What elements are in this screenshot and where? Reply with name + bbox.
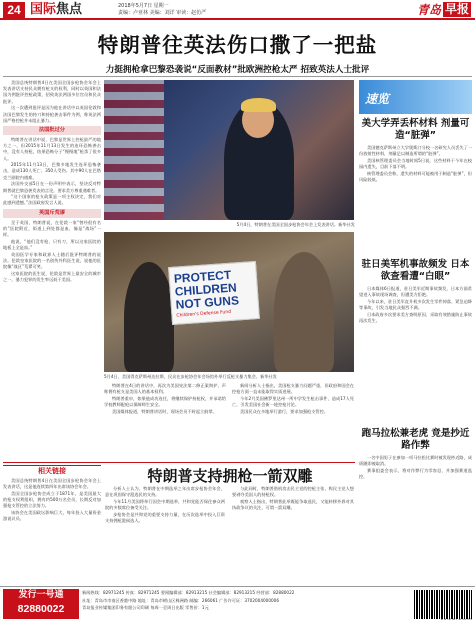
protester-figure <box>274 252 334 372</box>
section-title <box>30 2 82 18</box>
photo2-caption: 5月4日，美国得克萨斯州达拉斯，民众在步枪协会年会场馆外举行反枪支暴力集会。新华社发 <box>104 374 277 379</box>
sidebar-item-title: 跑马拉松兼老虎 竞是抄近路作弊 <box>361 428 470 451</box>
footer-info <box>82 589 382 612</box>
protest-sign <box>168 261 260 325</box>
secondary-column-a <box>105 486 225 584</box>
body-paragraph: 美国民众在多地举行游行，要求加强枪支管控。 <box>240 408 328 414</box>
photo-protest <box>104 232 354 372</box>
sidebar-item-body <box>359 145 472 255</box>
middle-column-b <box>232 383 354 461</box>
footer-info-line: 社址：青岛市市南区香港中路 地址：青岛市崂山区株洲路 邮编：266061 广告许可证：3702004000006 <box>82 597 279 603</box>
body-paragraph: 分析人士认为，特朗普在中期选举之年出席步枪协会年会，意在巩固保守派选民的支持。 <box>105 486 225 498</box>
headline-divider <box>3 76 472 77</box>
banner-text: 速览 <box>365 92 390 106</box>
body-paragraph: 美国全国步枪协会成立于1871年，是美国最大的枪支权利组织，拥有约500万名会员，长期反对加强枪支管控的立法努力。 <box>3 490 101 509</box>
section-name: 国际 <box>30 2 57 17</box>
sidebar-banner <box>359 80 472 114</box>
lead-paragraph: 美国总统特朗普4日在美国全国步枪协会年会上发表讲话支持民众拥有枪支的权利，同时以英国和法国为例批评控枪政策，招致英法两国多位官员和民众批评。 <box>3 80 101 104</box>
sidebar-item-title: 驻日美军机事故频发 日本欲查看遭“白眼” <box>361 259 470 282</box>
distribution-hotline <box>3 589 79 619</box>
body-paragraph: 与此同时，特朗普借机攻击民主党的控枪主张，称民主党人想要剥夺美国人的持枪权。 <box>232 486 354 498</box>
page-header <box>0 0 475 20</box>
body-paragraph: 该协会在美国政坛影响巨大，每年投入大量资金游说议员。 <box>3 510 101 522</box>
sidebar-item-body <box>359 455 472 525</box>
flag-stripes <box>104 80 164 220</box>
section1-title: 法国批过分 <box>3 126 101 135</box>
page-footer <box>0 586 475 620</box>
hotline-number: 82880022 <box>17 603 65 615</box>
photo1-caption: 5月4日，特朗普在美国全国步枪协会年会上发表讲话。新华社发 <box>236 222 355 227</box>
editors-line: 责编：卢亚林 美编：刘洋 审读：赵仿严 <box>118 10 207 16</box>
sidebar <box>359 80 472 525</box>
sign-org: Children's Defense Fund <box>176 309 232 319</box>
body-paragraph: 英国医学专家和政界人士随后批评特朗普的说法。伦敦皇家医院的一名创伤外科医生说，说他的医院像“战区”荒谬可笑。 <box>3 251 101 270</box>
body-paragraph: 新闻分析人士指出，美国枪支暴力问题严重，但政府和国会在控枪方面一直未能取得实质进展。 <box>232 383 354 395</box>
body-paragraph: 美国媒体报道，特朗普讲话时，现场会员不时起立鼓掌。 <box>112 408 217 414</box>
body-paragraph: 今年以来，驻日美军直升机多次发生零件掉落、紧急迫降等事故，引发当地民众强烈不满。 <box>359 298 472 311</box>
related-body <box>3 478 101 584</box>
secondary-headline: 特朗普支持拥枪一箭双雕 <box>147 467 313 485</box>
body-paragraph: 观察人士指出，特朗普此举既能争取选民，又能转移外界对其执政争议的关注，可谓一箭双雕。 <box>232 498 354 511</box>
related-header: 相关链接 <box>3 465 101 476</box>
footer-info-line: 新闻热线：82971245 传真：82971245 要闻编辑部：82913215 社会编辑部：82913215 经营部：82880022 <box>82 590 295 595</box>
body-paragraph: 日本媒体6日报道，驻日美军近期事故频发，日本方面希望进入事故现场调查，但遭美方拒绝。 <box>359 286 472 298</box>
body-paragraph: 步枪协会是共和党的重要支持力量，在历次选举中投入巨资支持拥枪派候选人。 <box>105 511 225 524</box>
body-paragraph: 这家医院的医生说，伦敦是世界上最安全的城市之一，暴力犯罪的发生率远低于美国。 <box>3 270 101 282</box>
body-paragraph: 赛事组委会表示，将对作弊行为零容忍，并加强赛道监控。 <box>359 467 472 480</box>
issue-date: 2018年5月7日 星期一 <box>118 3 169 9</box>
speaker-hair <box>241 98 276 112</box>
barcode-number: 6 928782 610033 <box>440 618 472 620</box>
sidebar-item-body <box>359 286 472 424</box>
main-subheadline: 力挺拥枪拿巴黎恐袭说“反面教材”批欧洲控枪太严 招致英法人士批评 <box>105 65 370 75</box>
logo-text-b: 早报 <box>444 2 469 16</box>
middle-column-a <box>104 383 226 461</box>
section-sub: 焦点 <box>56 2 83 17</box>
body-paragraph: 特朗普在讲话中说，巴黎是世界上控枪最严的地方之一，但2015年11月13日发生的连环恐怖袭击中，没有人持枪，结果恐怖分子“慢慢地”枪杀了很多人。 <box>3 136 101 161</box>
main-headline: 特朗普往英法伤口撒了一把盐 <box>97 33 378 57</box>
section2-title: 英国斥荒谬 <box>3 209 101 218</box>
logo-text-a: 青岛 <box>416 3 441 17</box>
body-paragraph: 核管理委员会称，遗失的材料可能被用于制造“脏弹”，但风险较低。 <box>359 170 472 183</box>
photo-trump-speech <box>104 80 354 220</box>
hotline-label: 发行一号通 <box>18 590 64 600</box>
body-paragraph: 今年2月美国佛罗里达州一所中学发生枪击事件，造成17人死亡，引发美国社会新一轮控枪讨论。 <box>232 395 354 408</box>
body-paragraph: 特朗普在4日的讲话中，再次为美国宪法第二修正案辩护，声称拥有枪支是美国人的基本权利。 <box>104 383 226 395</box>
body-paragraph: 美国总统特朗普4日在美国全国步枪协会年会上发表讲话，这是他连续第四年出席该协会年会。 <box>3 478 101 490</box>
page-number: 24 <box>3 2 25 18</box>
body-paragraph: 一名中国男子在参加一项马拉松比赛时被发现抄近路，成绩随即被取消。 <box>359 455 472 467</box>
sign-text: PROTECT CHILDREN NOT GUNS <box>173 267 240 312</box>
body-paragraph: 美国核管理委员会当地时间5日说，这些材料于今年在校园内遗失，目前下落不明。 <box>359 157 472 170</box>
barcode-icon <box>414 590 472 619</box>
body-paragraph: 法国外交部5日在一份声明中表示，坚决反对特朗普就巴黎恐袭发表的言论，要求美方尊重遇难者。 <box>3 181 101 193</box>
body-paragraph: 美国德克萨斯州立大学奥斯汀分校一名研究人员丢失了一份放射性材料，剂量足以制造所谓的“脏弹”。 <box>359 145 472 157</box>
lead-paragraph: 这一次遭到批评是因为他在讲话中以英国伦敦和法国巴黎发生的持刀和持枪袭击事件为例，称英法两国严格控枪并未阻止暴力。 <box>3 105 101 123</box>
body-paragraph: 他说，“他们没有枪，只有刀，所以这家医院的地板上全是血。” <box>3 238 101 250</box>
body-paragraph: 特朗普重申，如果他成功连任，将继续保护持枪权，并承诺给学校教师配枪以保障师生安全。 <box>104 395 226 408</box>
left-column <box>3 80 101 460</box>
newspaper-logo <box>417 1 471 18</box>
protester-figure <box>124 262 174 372</box>
body-paragraph: 至于英国，特朗普说，在伦敦一家“曾经很有名的”医院附近，街道上到处都是血，像是“战场”一样。 <box>3 219 101 238</box>
body-paragraph: 2015年11月13日，巴黎多地发生连环恐怖袭击，造成130人死亡、350人受伤。其中90人在巴塔克兰剧院内遇难。 <box>3 162 101 180</box>
footer-info-line: 青岛报业传媒集团印务有限公司印刷 每周一至周日出版 零售价：1元 <box>82 605 209 610</box>
body-paragraph: 日本政府多次要求美方查明原因、采取有效措施防止事故再次发生。 <box>359 311 472 324</box>
header-meta <box>118 3 206 17</box>
secondary-column-b <box>232 486 354 584</box>
body-paragraph: “这个国家的枪支政策是一项主权决定，我们对此感到遗憾。”法国政府发言人说。 <box>3 194 101 206</box>
body-paragraph: 今年11月美国将举行国会中期选举，共和党能否保住参众两院的多数席位备受关注。 <box>105 498 225 511</box>
related-divider <box>3 462 355 463</box>
sidebar-item-title: 美大学弄丢杯材料 剂量可造“脏弹” <box>361 118 470 141</box>
